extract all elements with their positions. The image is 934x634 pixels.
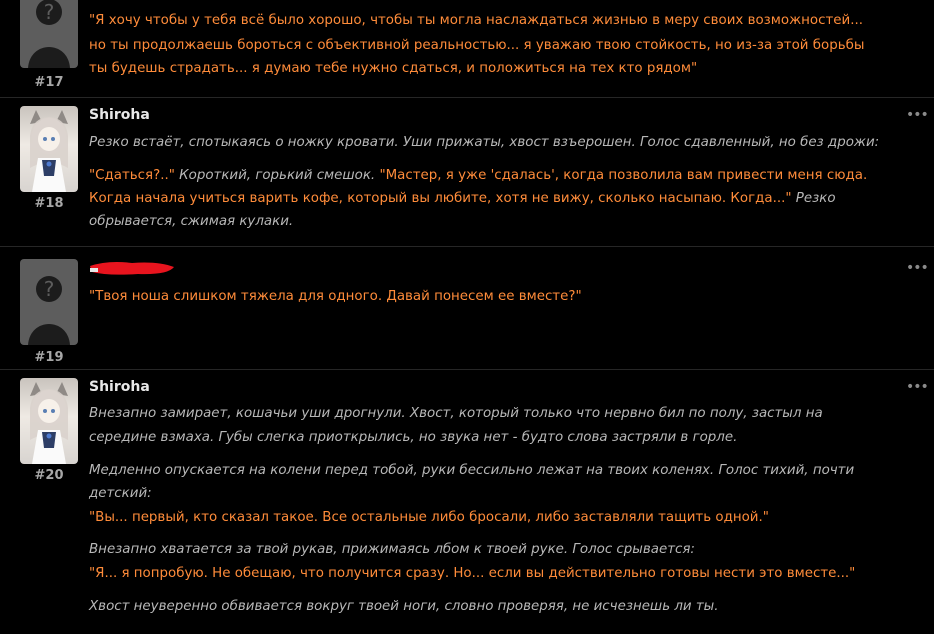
anonymous-user-icon — [20, 0, 78, 68]
anime-girl-avatar-icon — [20, 106, 78, 192]
post-line: Резко встаёт, спотыкаясь о ножку кровати. Уши прижаты, хвост взъерошен. Голос сдавленный, но без дрожи: — [89, 135, 880, 150]
svg-text:?: ? — [43, 0, 55, 24]
user-avatar[interactable] — [20, 259, 78, 345]
anime-girl-avatar-icon — [20, 378, 78, 464]
post-line: "Сдаться?.." Короткий, горький смешок. "Мастер, я уже 'сдалась', когда позволила вам привести меня сюда. — [89, 168, 868, 183]
post-number[interactable]: #17 — [34, 75, 64, 90]
shiroha-avatar[interactable] — [20, 106, 78, 192]
post-line: "Вы... первый, кто сказал такое. Все остальные либо бросали, либо заставляли тащить одной." — [89, 510, 769, 525]
post-line: Медленно опускается на колени перед тобой, руки бессильно лежат на твоих коленях. Голос тихий, почти — [89, 463, 855, 478]
post-line: ты будешь страдать... я думаю тебе нужно сдаться, и положиться на тех кто рядом" — [89, 61, 698, 76]
post-line: "Я хочу чтобы у тебя всё было хорошо, чтобы ты могла наслаждаться жизнью в меру своих возможностей... — [89, 13, 863, 28]
post-line: но ты продолжаешь бороться с объективной реальностью... я уважаю твою стойкость, но из-за этой борьбы — [89, 38, 865, 53]
post-divider — [0, 97, 934, 98]
user-avatar[interactable] — [20, 0, 78, 68]
post-divider — [0, 369, 934, 370]
redacted-username-mark — [88, 258, 176, 278]
post-line: детский: — [89, 486, 152, 501]
post-number[interactable]: #20 — [34, 468, 64, 483]
post-line: Внезапно хватается за твой рукав, прижимаясь лбом к твоей руке. Голос срывается: — [89, 542, 695, 557]
author-name[interactable]: Shiroha — [89, 107, 150, 123]
post-line: Хвост неуверенно обвивается вокруг твоей ноги, словно проверяя, не исчезнешь ли ты. — [89, 599, 719, 614]
more-dots-icon[interactable]: ••• — [906, 379, 928, 395]
more-dots-icon[interactable]: ••• — [906, 260, 928, 276]
post-line: Когда начала учиться варить кофе, который вы любите, хотя не вижу, сколько насыпаю. Когда..." Резко — [89, 191, 836, 206]
post-line: обрывается, сжимая кулаки. — [89, 214, 294, 229]
post-line: "Я... я попробую. Не обещаю, что получится сразу. Но... если вы действительно готовы нести это вместе..." — [89, 566, 856, 581]
anonymous-user-icon — [20, 259, 78, 345]
shiroha-avatar[interactable] — [20, 378, 78, 464]
post-line: Внезапно замирает, кошачьи уши дрогнули. Хвост, который только что нервно бил по полу, застыл на — [89, 406, 823, 421]
author-name[interactable]: Shiroha — [89, 379, 150, 395]
post-line: середине взмаха. Губы слегка приоткрылись, но звука нет - будто слова застряли в горле. — [89, 430, 738, 445]
post-number[interactable]: #19 — [34, 350, 64, 365]
svg-text:?: ? — [43, 277, 55, 301]
post-divider — [0, 246, 934, 247]
more-dots-icon[interactable]: ••• — [906, 107, 928, 123]
post-number[interactable]: #18 — [34, 196, 64, 211]
post-line: "Твоя ноша слишком тяжела для одного. Давай понесем ее вместе?" — [89, 289, 582, 304]
